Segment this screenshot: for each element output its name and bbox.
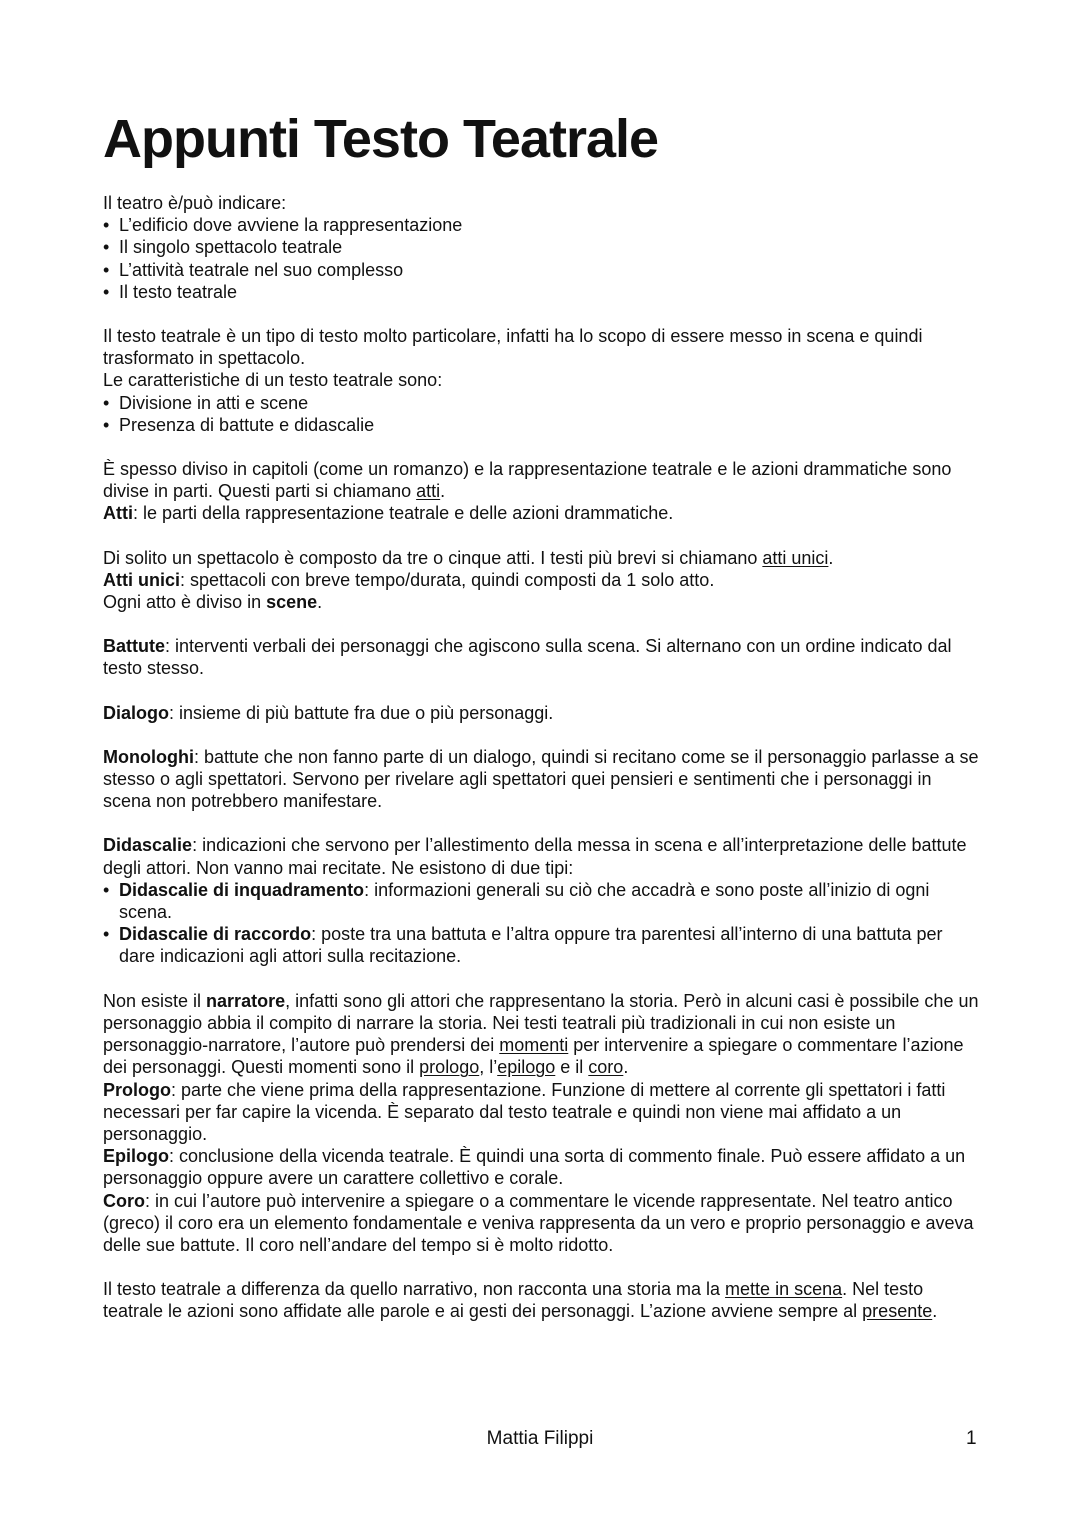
- bold-term: scene: [266, 592, 318, 613]
- list-item: • L’edificio dove avviene la rappresentazione: [103, 214, 983, 236]
- text: . Nel testo teatrale le azioni sono affidate alle parole e ai gesti dei personaggi. L’azione avviene sempre al: [103, 1279, 924, 1322]
- definition-text: : spettacoli con breve tempo/durata, quindi composti da 1 solo atto.: [180, 569, 715, 590]
- bullet-list: [103, 879, 983, 968]
- list-item: • Presenza di battute e didascalie: [103, 414, 983, 436]
- list-item: [103, 923, 983, 967]
- section-azione: [103, 1278, 983, 1322]
- paragraph: [103, 1278, 983, 1322]
- definition-text: : le parti della rappresentazione teatrale e delle azioni drammatiche.: [133, 503, 674, 524]
- text: .: [440, 481, 446, 502]
- section-didascalie: [103, 834, 983, 967]
- paragraph: [103, 458, 983, 502]
- definition: [103, 569, 983, 591]
- document-page: [103, 108, 983, 1345]
- definition: [103, 635, 983, 679]
- definition-term: Prologo: [103, 1079, 171, 1100]
- text: .: [932, 1301, 938, 1322]
- text: , infatti sono gli attori che rappresentano la storia. Però in alcuni casi è possibile che un personaggio abbia il compito di narrare la storia. Nei testi teatrali più tradizionali in cui non esiste un personaggio-narratore, l’autore può prendersi dei: [103, 990, 979, 1056]
- definition-term: Didascalie di inquadramento: [119, 879, 365, 900]
- text: per intervenire a spiegare o commentare l’azione dei personaggi. Questi momenti sono il: [103, 1035, 964, 1078]
- definition-text: : informazioni generali su ciò che accadrà e sono poste all’inizio di ogni scena.: [119, 879, 930, 923]
- definition-term: Atti unici: [103, 569, 180, 590]
- section-monologhi: [103, 746, 983, 813]
- text: È spesso diviso in capitoli (come un romanzo) e la rappresentazione teatrale e le azioni drammatiche sono divise in parti. Questi parti si chiamano: [103, 459, 952, 502]
- definition-text: : insieme di più battute fra due o più personaggi.: [169, 702, 554, 723]
- list-item: • Il singolo spettacolo teatrale: [103, 236, 983, 258]
- underlined-term: atti unici: [762, 547, 829, 568]
- list-item: • Il testo teatrale: [103, 281, 983, 303]
- text: .: [317, 592, 323, 613]
- paragraph: [103, 547, 983, 569]
- text: Di solito un spettacolo è composto da tre o cinque atti. I testi più brevi si chiamano: [103, 547, 763, 568]
- definition-text: : parte che viene prima della rappresentazione. Funzione di mettere al corrente gli spettatori i fatti necessari per far capire la vicenda. È separato dal testo teatrale e quindi non viene mai affidato a un personaggio.: [103, 1079, 946, 1144]
- definition-term: Monologhi: [103, 746, 194, 767]
- section-caratteristiche: [103, 325, 983, 436]
- definition-text: : interventi verbali dei personaggi che agiscono sulla scena. Si alternano con un ordine indicato dal testo stesso.: [103, 636, 952, 679]
- definition-text: : poste tra una battuta e l’altra oppure tra parentesi all’interno di una battuta per dare indicazioni agli attori sulla recitazione.: [119, 924, 943, 967]
- list-item: • Divisione in atti e scene: [103, 392, 983, 414]
- definition: [103, 1145, 983, 1189]
- bullet-list: [103, 392, 983, 436]
- definition: [103, 1190, 983, 1257]
- underlined-term: epilogo: [497, 1057, 556, 1078]
- paragraph: Le caratteristiche di un testo teatrale sono:: [103, 370, 443, 391]
- list-item: • L’attività teatrale nel suo complesso: [103, 259, 983, 281]
- definition: [103, 502, 983, 524]
- definition-text: : indicazioni che servono per l’allestimento della messa in scena e all’interpretazione delle battute degli attori. Non vanno mai recitate. Ne esistono di due tipi:: [103, 835, 967, 878]
- page-number: 1: [966, 1428, 977, 1449]
- text: .: [828, 547, 834, 568]
- paragraph: [103, 990, 983, 1079]
- definition-term: Didascalie: [103, 835, 193, 856]
- underlined-term: momenti: [499, 1035, 569, 1056]
- section-atti: [103, 458, 983, 525]
- underlined-term: presente: [862, 1301, 933, 1322]
- text: Non esiste il: [103, 990, 207, 1011]
- bold-term: narratore: [206, 990, 286, 1011]
- bullet-list: [103, 214, 983, 303]
- list-item: [103, 879, 983, 923]
- definition-term: Coro: [103, 1190, 145, 1211]
- section-battute: [103, 635, 983, 679]
- definition-text: : conclusione della vicenda teatrale. È quindi una sorta di commento finale. Può essere affidato a un personaggio oppure avere un carattere collettivo e corale.: [103, 1146, 966, 1189]
- section-teatro-definizione: [103, 192, 983, 303]
- definition: [103, 1079, 983, 1146]
- footer-author: Mattia Filippi: [486, 1428, 594, 1449]
- text: Il testo teatrale a differenza da quello narrativo, non racconta una storia ma la: [103, 1279, 726, 1300]
- definition-term: Didascalie di raccordo: [119, 924, 312, 945]
- text: , l’: [479, 1057, 498, 1078]
- definition-term: Dialogo: [103, 702, 169, 723]
- section-dialogo: [103, 702, 983, 724]
- underlined-term: coro: [588, 1057, 624, 1078]
- document-title: Appunti Testo Teatrale: [103, 109, 659, 169]
- text: .: [623, 1057, 629, 1078]
- definition: [103, 834, 983, 878]
- section-atti-unici: [103, 547, 983, 614]
- underlined-term: prologo: [419, 1057, 480, 1078]
- section-narratore: [103, 990, 983, 1256]
- definition: [103, 702, 983, 724]
- paragraph: Il teatro è/può indicare:: [103, 193, 287, 213]
- paragraph: Il testo teatrale è un tipo di testo molto particolare, infatti ha lo scopo di essere messo in scena e quindi trasformato in spettacolo.: [103, 326, 923, 369]
- paragraph: [103, 591, 983, 613]
- text: e il: [555, 1057, 589, 1078]
- text: Ogni atto è diviso in: [103, 592, 267, 613]
- definition-text: : in cui l’autore può intervenire a spiegare o a commentare le vicende rappresentate. Nel teatro antico (greco) il coro era un elemento fondamentale e veniva rappresenta da un vero e proprio personaggio e aveva delle sue battute. Il coro nell’andare del tempo si è molto ridotto.: [103, 1190, 974, 1255]
- definition-term: Atti: [103, 503, 133, 524]
- underlined-term: mette in scena: [725, 1279, 843, 1300]
- definition-term: Battute: [103, 636, 165, 657]
- definition-text: : battute che non fanno parte di un dialogo, quindi si recitano come se il personaggio parlasse a se stesso o agli spettatori. Servono per rivelare agli spettatori quei pensieri e sentimenti che i personaggi in scena non potrebbero manifestare.: [103, 746, 979, 812]
- underlined-term: atti: [416, 481, 441, 502]
- definition: [103, 746, 983, 813]
- definition-term: Epilogo: [103, 1146, 169, 1167]
